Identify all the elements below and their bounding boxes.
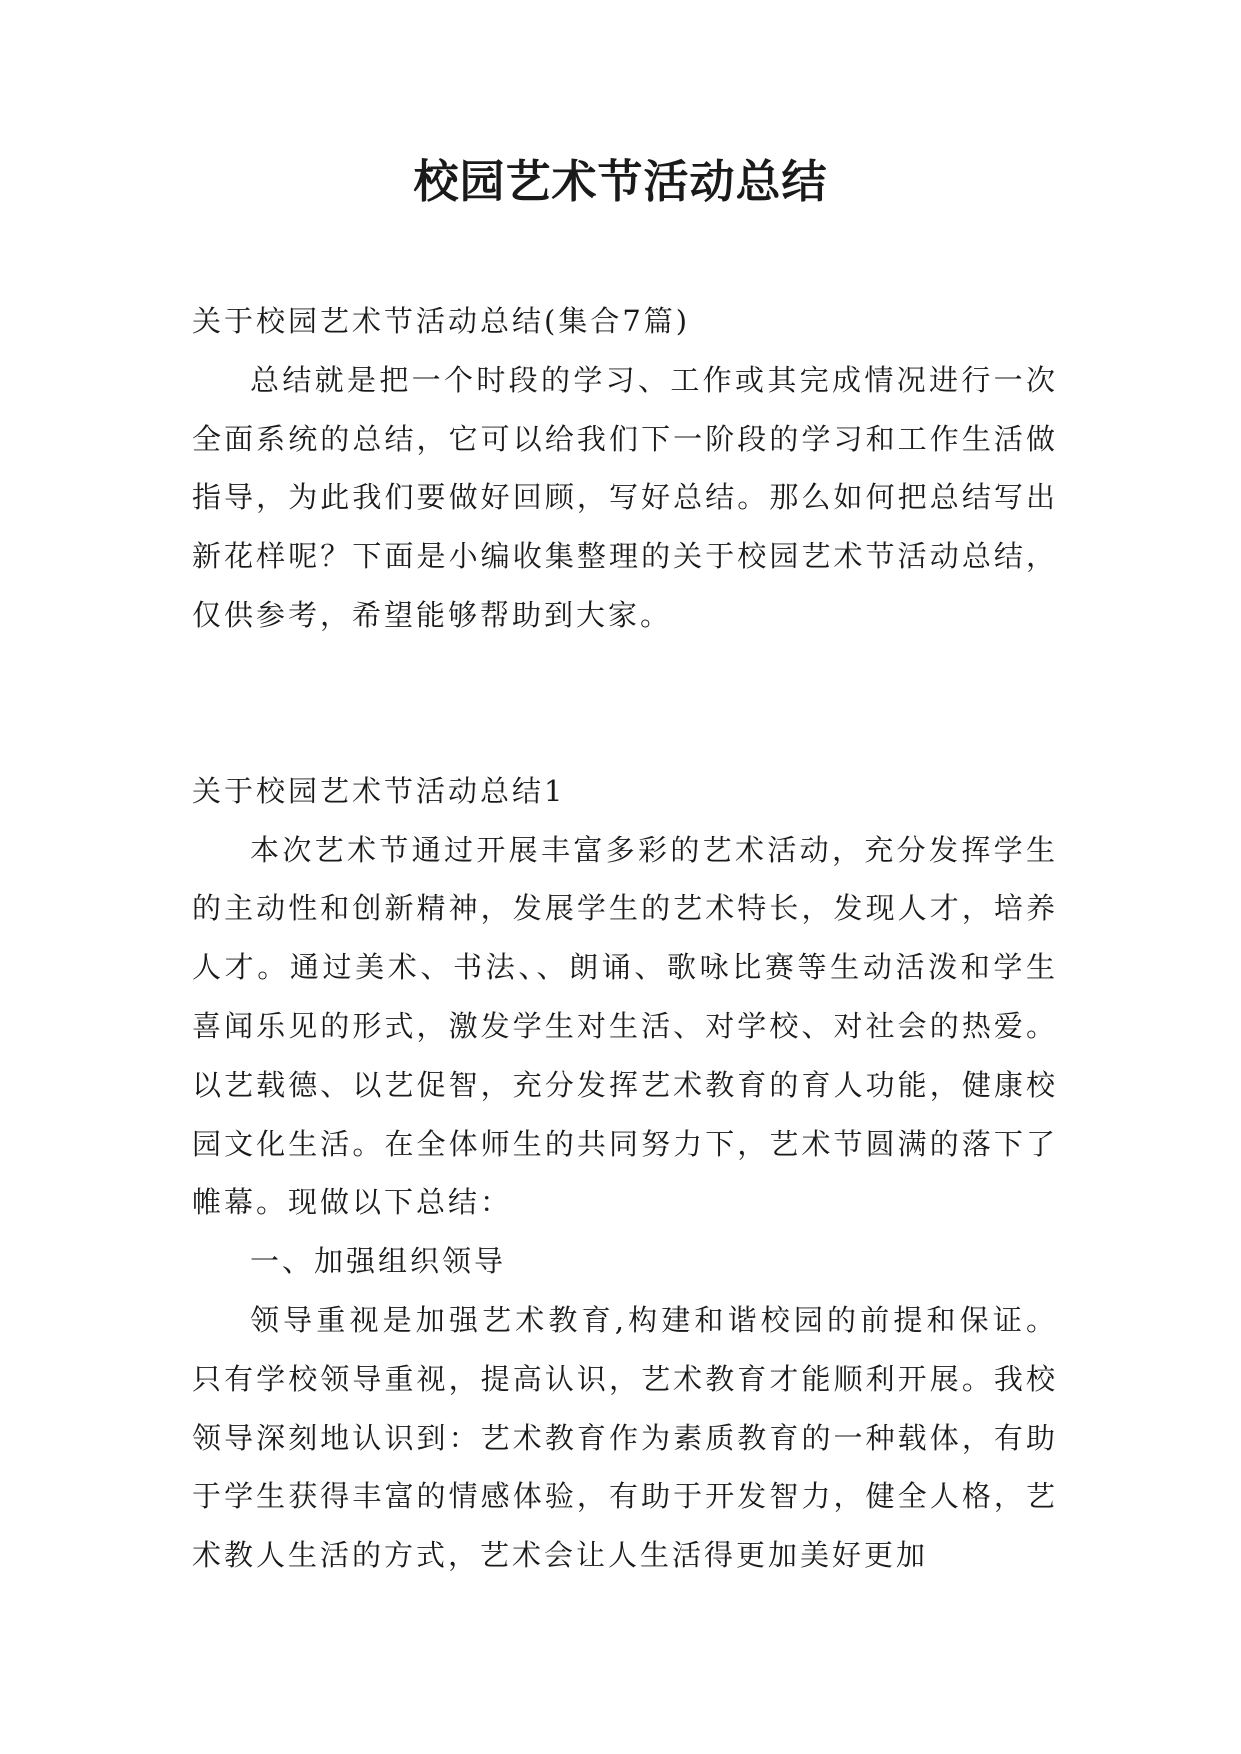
section-paragraph: 领导重视是加强艺术教育,构建和谐校园的前提和保证。只有学校领导重视，提高认识，艺术教育才能顺利开展。我校领导深刻地认识到：艺术教育作为素质教育的一种载体，有助于学生获得丰富的情感体验，有助于开发智力，健全人格，艺术教人生活的方式，艺术会让人生活得更加美好更加 xyxy=(192,1302,1058,1573)
section-paragraph: 本次艺术节通过开展丰富多彩的艺术活动，充分发挥学生的主动性和创新精神，发展学生的艺术特长，发现人才，培养人才。通过美术、书法、、朗诵、歌咏比赛等生动活泼和学生喜闻乐见的形式，激发学生对生活、对学校、对社会的热爱。以艺载德、以艺促智，充分发挥艺术教育的育人功能，健康校园文化生活。在全体师生的共同努力下，艺术节圆满的落下了帷幕。现做以下总结： xyxy=(192,832,1058,1220)
intro-paragraph: 总结就是把一个时段的学习、工作或其完成情况进行一次全面系统的总结，它可以给我们下一阶段的学习和工作生活做指导，为此我们要做好回顾，写好总结。那么如何把总结写出新花样呢？下面是小编收集整理的关于校园艺术节活动总结，仅供参考，希望能够帮助到大家。 xyxy=(192,362,1058,632)
document-title: 校园艺术节活动总结 xyxy=(413,155,828,208)
section-heading: 关于校园艺术节活动总结1 xyxy=(192,773,566,808)
section-subheading: 一、加强组织领导 xyxy=(250,1244,507,1279)
document-body xyxy=(192,292,1058,1585)
section-spacer xyxy=(192,645,1058,762)
document-subtitle: 关于校园艺术节活动总结(集合7篇) xyxy=(192,304,691,338)
